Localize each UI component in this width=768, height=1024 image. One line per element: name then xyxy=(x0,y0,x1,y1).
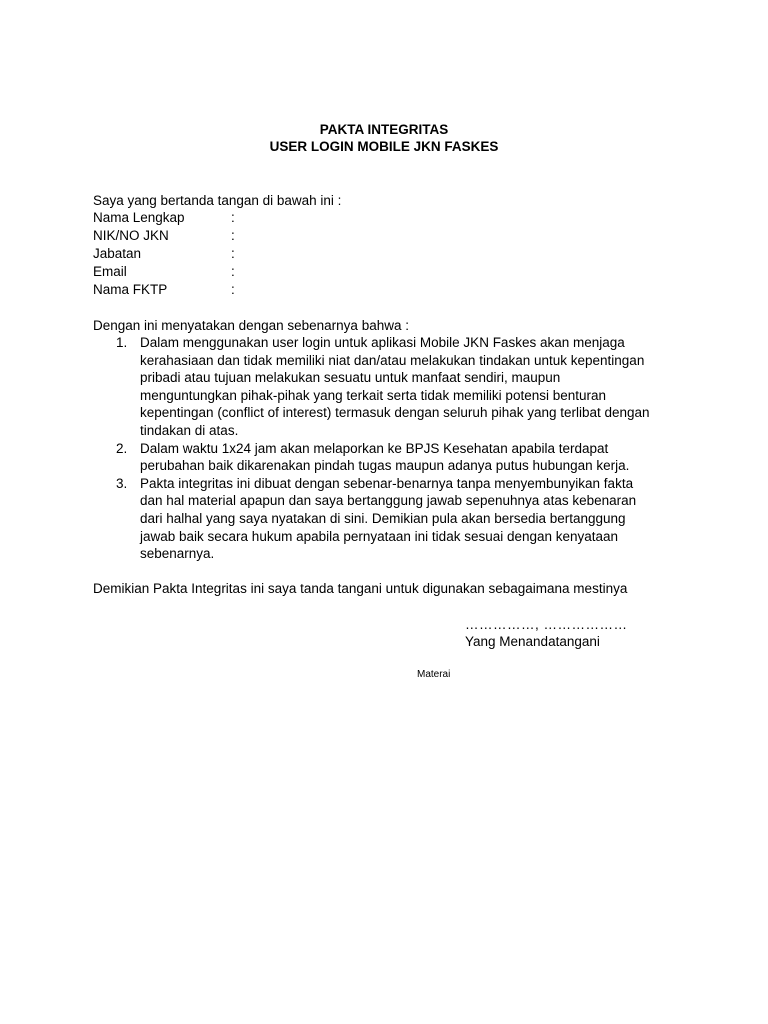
field-label: Email xyxy=(93,264,127,279)
field-colon: : xyxy=(231,246,235,261)
place-date-placeholder: ……………, ……………… xyxy=(465,617,628,632)
list-item-text xyxy=(140,440,693,475)
list-item-line: tindakan di atas. xyxy=(140,422,239,438)
field-colon: : xyxy=(231,210,235,225)
list-item-line: jawab baik secara hukum apabila pernyataan ini tidak sesuai dengan kenyataan xyxy=(140,528,619,544)
list-item-line: dan hal material apapun dan saya bertanggung jawab sepenuhnya atas kebenaran xyxy=(140,493,637,509)
list-item-line: Pakta integritas ini dibuat dengan sebenar-benarnya tanpa menyembunyikan fakta xyxy=(140,475,634,491)
list-item-line: Dalam waktu 1x24 jam akan melaporkan ke BPJS Kesehatan apabila terdapat xyxy=(140,440,609,456)
list-item xyxy=(93,334,693,440)
list-item-line: Dalam menggunakan user login untuk aplikasi Mobile JKN Faskes akan menjaga xyxy=(140,335,625,350)
closing-text: Demikian Pakta Integritas ini saya tanda tangani untuk digunakan sebagaimana mestinya xyxy=(93,581,628,596)
field-colon: : xyxy=(231,264,235,279)
field-colon: : xyxy=(231,282,235,297)
list-item-line: kerahasiaan dan tidak memiliki niat dan/atau melakukan tindakan untuk kepentingan xyxy=(140,352,645,368)
list-item-number: 1. xyxy=(116,335,128,350)
list-item-number: 2. xyxy=(116,440,128,456)
statement-list xyxy=(93,334,693,563)
list-item xyxy=(93,440,693,475)
list-item-text xyxy=(140,475,693,563)
field-colon: : xyxy=(231,228,235,243)
list-item-line: sebenarnya. xyxy=(140,546,215,562)
field-label: Nama FKTP xyxy=(93,282,168,297)
list-item-line: dari halhal yang saya nyatakan di sini. Demikian pula akan bersedia bertanggung xyxy=(140,510,626,526)
field-label: NIK/NO JKN xyxy=(93,228,169,243)
statement-text: Dengan ini menyatakan dengan sebenarnya bahwa : xyxy=(93,318,409,333)
document-title: PAKTA INTEGRITAS xyxy=(319,122,449,137)
field-label: Jabatan xyxy=(93,246,142,261)
field-label: Nama Lengkap xyxy=(93,210,185,225)
list-item-number: 3. xyxy=(116,475,128,491)
intro-text: Saya yang bertanda tangan di bawah ini : xyxy=(93,193,342,208)
list-item-text xyxy=(140,334,693,440)
signer-label: Yang Menandatangani xyxy=(465,634,600,649)
document-subtitle: USER LOGIN MOBILE JKN FASKES xyxy=(269,139,499,154)
list-item-line: pribadi atau tujuan melakukan sesuatu untuk manfaat sendiri, maupun xyxy=(140,370,561,386)
list-item-line: kepentingan (conflict of interest) termasuk dengan seluruh pihak yang terlibat dengan xyxy=(140,405,650,421)
list-item-line: perubahan baik dikarenakan pindah tugas maupun adanya putus hubungan kerja. xyxy=(140,458,630,474)
list-item xyxy=(93,475,693,563)
list-item-line: menguntungkan pihak-pihak yang terkait serta tidak memiliki potensi benturan xyxy=(140,387,607,403)
stamp-label: Materai xyxy=(417,669,451,680)
